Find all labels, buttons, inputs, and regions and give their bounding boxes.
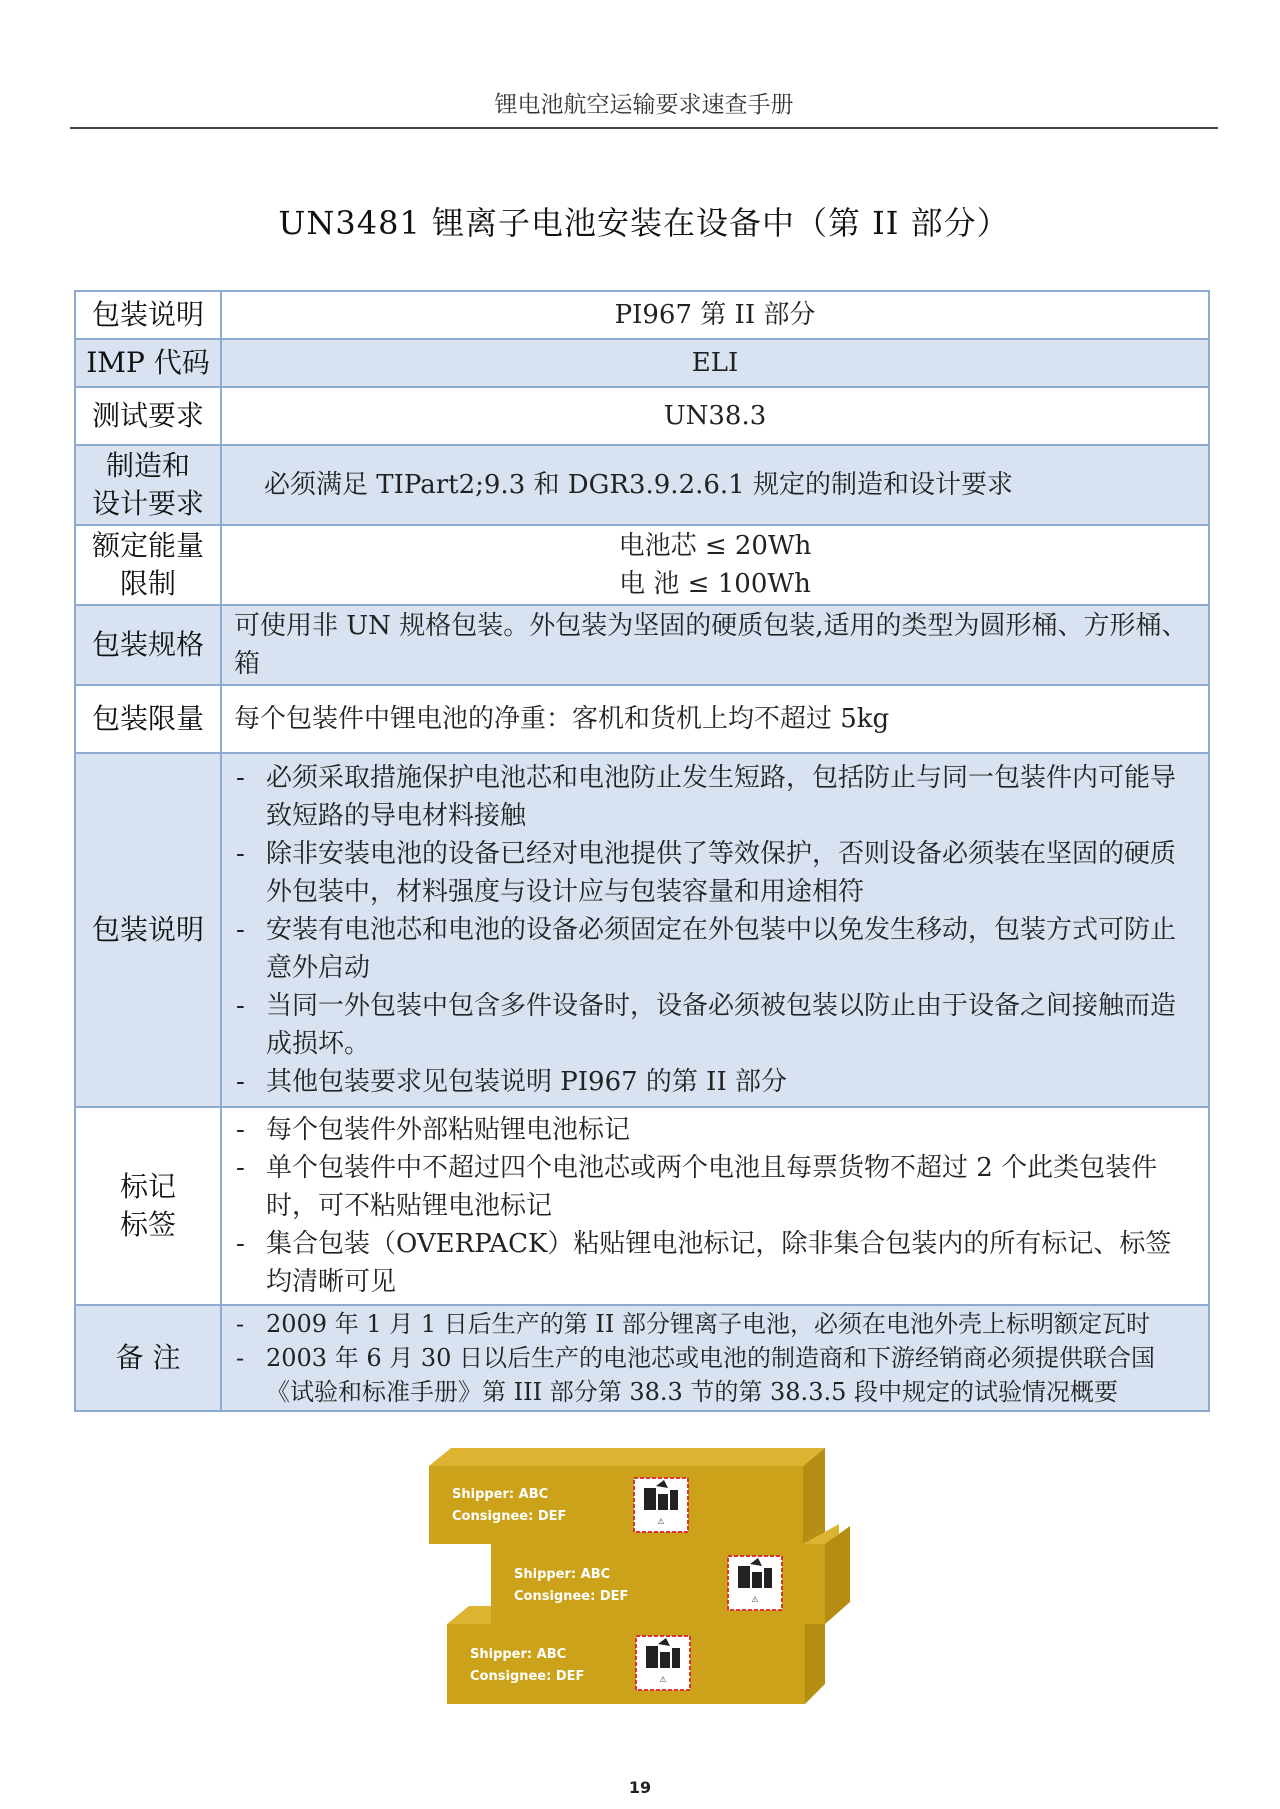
- label-imp-code: IMP 代码: [75, 339, 221, 387]
- label-manufacture-line1: 制造和: [105, 449, 190, 482]
- marking-list: [222, 1111, 1208, 1301]
- value-marking: [221, 1107, 1209, 1305]
- value-packing-instruction: PI967 第 II 部分: [221, 291, 1209, 339]
- list-item: - 其他包装要求见包装说明 PI967 的第 II 部分: [236, 1063, 1196, 1101]
- label-remarks: 备 注: [75, 1305, 221, 1411]
- label-packing-instruction: 包装说明: [75, 291, 221, 339]
- value-test-requirement: UN38.3: [221, 387, 1209, 445]
- label-packing-notes: 包装说明: [75, 753, 221, 1107]
- list-item: - 安装有电池芯和电池的设备必须固定在外包装中以免发生移动，包装方式可防止意外启动: [236, 911, 1196, 987]
- value-imp-code: ELI: [221, 339, 1209, 387]
- label-packaging-spec: 包装规格: [75, 605, 221, 685]
- lithium-battery-label-icon: [634, 1478, 688, 1532]
- energy-battery-limit: 电 池 ≤ 100Wh: [619, 569, 811, 599]
- spec-table: [74, 290, 1210, 1412]
- list-item: - 必须采取措施保护电池芯和电池防止发生短路，包括防止与同一包装件内可能导致短路的导电材料接触: [236, 759, 1196, 835]
- lithium-battery-label-icon: [728, 1556, 782, 1610]
- energy-cell-limit: 电池芯 ≤ 20Wh: [618, 531, 812, 561]
- box-middle-consignee: Consignee: DEF: [514, 1589, 629, 1604]
- box-top-consignee: Consignee: DEF: [452, 1509, 567, 1524]
- list-item: - 除非安装电池的设备已经对电池提供了等效保护，否则设备必须装在坚固的硬质外包装中，材料强度与设计应与包装容量和用途相符: [236, 835, 1196, 911]
- label-manufacture-design: [75, 445, 221, 525]
- box-top: [429, 1448, 825, 1544]
- label-marking-line2: 标签: [119, 1208, 176, 1241]
- list-item: - 2003 年 6 月 30 日以后生产的电池芯或电池的制造商和下游经销商必须提供联合国《试验和标准手册》第 III 部分第 38.3 节的第 38.3.5 段中规定的试验情况概要: [236, 1341, 1196, 1409]
- list-item: - 集合包装（OVERPACK）粘贴锂电池标记，除非集合包装内的所有标记、标签均清晰可见: [236, 1225, 1196, 1301]
- header-rule: [70, 127, 1218, 129]
- row-packaging-limit: [75, 685, 1209, 753]
- value-packing-notes: [221, 753, 1209, 1107]
- label-marking-line1: 标记: [119, 1170, 176, 1203]
- list-item: - 每个包装件外部粘贴锂电池标记: [236, 1111, 1196, 1149]
- row-test-requirement: [75, 387, 1209, 445]
- label-marking: [75, 1107, 221, 1305]
- row-packing-instruction: [75, 291, 1209, 339]
- value-packaging-spec: 可使用非 UN 规格包装。外包装为坚固的硬质包装,适用的类型为圆形桶、方形桶、箱: [221, 605, 1209, 685]
- row-imp-code: [75, 339, 1209, 387]
- lithium-battery-label-icon: [636, 1636, 690, 1690]
- box-bottom-consignee: Consignee: DEF: [470, 1669, 585, 1684]
- row-packaging-spec: [75, 605, 1209, 685]
- value-manufacture-design: 必须满足 TIPart2;9.3 和 DGR3.9.2.6.1 规定的制造和设计要求: [221, 445, 1209, 525]
- packing-notes-list: [222, 759, 1208, 1101]
- page-number: 19: [628, 1778, 652, 1797]
- remarks-list: [222, 1307, 1208, 1409]
- stacked-boxes-illustration: [420, 1440, 900, 1720]
- label-energy-line2: 限制: [119, 567, 176, 600]
- row-packing-notes: [75, 753, 1209, 1107]
- label-energy-line1: 额定能量: [91, 529, 204, 562]
- label-manufacture-line2: 设计要求: [91, 487, 204, 520]
- list-item: - 2009 年 1 月 1 日后生产的第 II 部分锂离子电池，必须在电池外壳上标明额定瓦时: [236, 1307, 1196, 1341]
- list-item: - 当同一外包装中包含多件设备时，设备必须被包装以防止由于设备之间接触而造成损坏。: [236, 987, 1196, 1063]
- value-energy-limit: [221, 525, 1209, 605]
- row-marking: [75, 1107, 1209, 1305]
- list-item: - 单个包装件中不超过四个电池芯或两个电池且每票货物不超过 2 个此类包装件时，可不粘贴锂电池标记: [236, 1149, 1196, 1225]
- row-manufacture-design: [75, 445, 1209, 525]
- label-packaging-limit: 包装限量: [75, 685, 221, 753]
- label-energy-limit: [75, 525, 221, 605]
- row-energy-limit: [75, 525, 1209, 605]
- box-middle-shipper: Shipper: ABC: [514, 1567, 611, 1582]
- value-packaging-limit: 每个包装件中锂电池的净重：客机和货机上均不超过 5kg: [221, 685, 1209, 753]
- box-bottom-shipper: Shipper: ABC: [470, 1647, 567, 1662]
- label-test-requirement: 测试要求: [75, 387, 221, 445]
- value-remarks: [221, 1305, 1209, 1411]
- box-top-shipper: Shipper: ABC: [452, 1487, 549, 1502]
- page-title: UN3481 锂离子电池安装在设备中（第 II 部分）: [278, 204, 1010, 242]
- running-header: 锂电池航空运输要求速查手册: [494, 92, 794, 118]
- row-remarks: [75, 1305, 1209, 1411]
